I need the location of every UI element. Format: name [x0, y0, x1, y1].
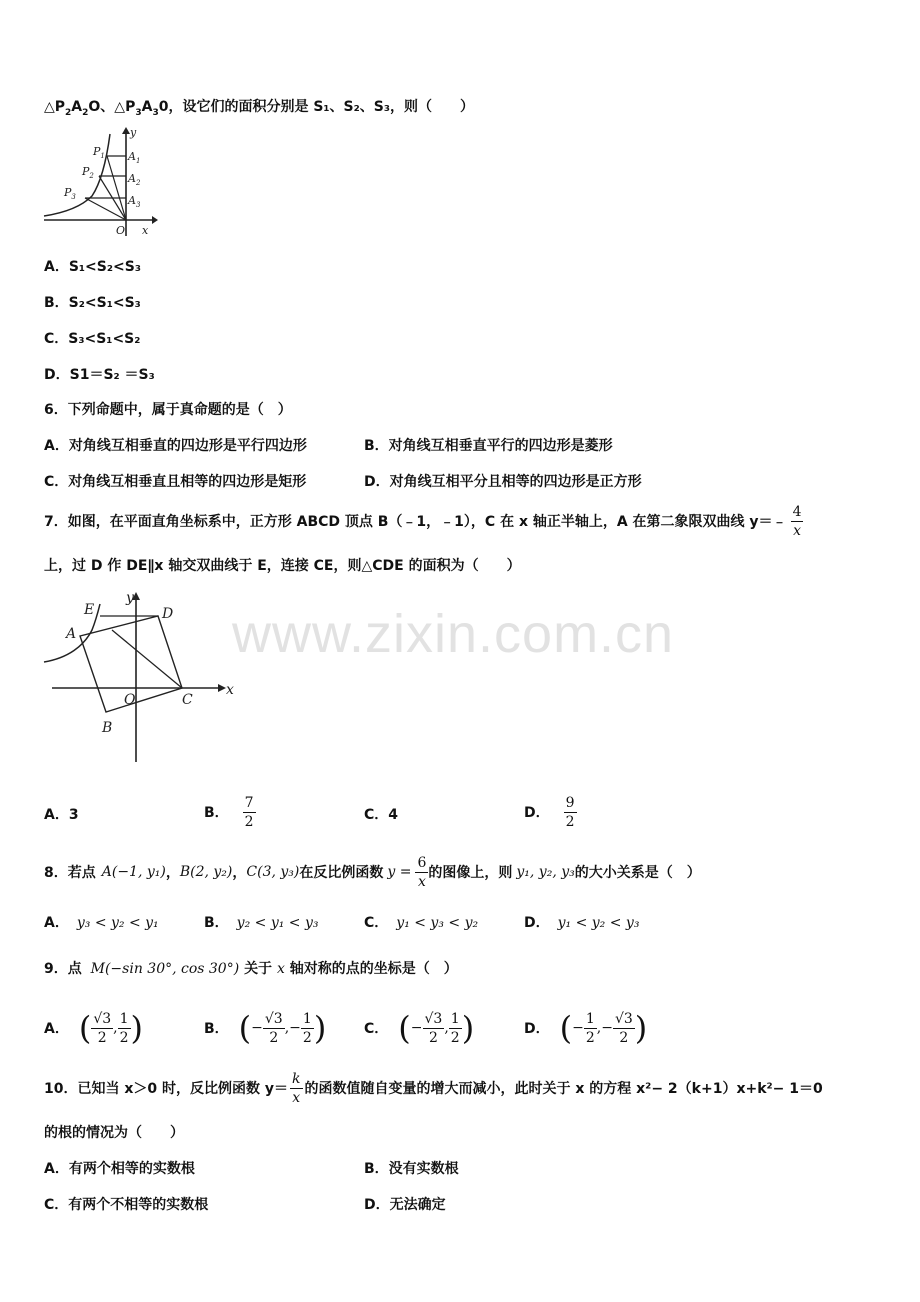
q8-fraction: $\frac{6}{x}$ [417, 854, 427, 890]
q10-fraction: $\frac{k}{x}$ [292, 1070, 301, 1106]
q7-stem1: 7．如图，在平面直角坐标系中，正方形 ABCD 顶点 B（﹣1，﹣1），C 在 x 轴正半轴上，A 在第二象限双曲线 y＝﹣ [44, 514, 787, 530]
q5-fig-p2: $P_2$ [82, 165, 94, 180]
q7-option-a[interactable]: A．3 [44, 807, 79, 823]
q7-option-b[interactable]: B． $\frac{7}{2}$ [204, 794, 254, 830]
q5-fig-p1: $P_1$ [93, 145, 105, 160]
q10-stem-line1: 10．已知当 x＞0 时，反比例函数 y＝ $\frac{k}{x}$ 的函数值随自变量的增大而减小，此时关于 x 的方程 x²− 2（k+1）x+k²− 1＝0 [44, 1070, 823, 1106]
watermark: www.zixin.com.cn [232, 604, 675, 664]
q8-ys: y₁, y₂, y₃ [516, 864, 575, 880]
fraction-b: $\frac{1}{2}$ [450, 1010, 460, 1046]
fraction-b: $\frac{1}{2}$ [302, 1010, 312, 1046]
fraction-a: $\frac{√3}{2}$ [264, 1010, 283, 1046]
q6-option-b[interactable]: B．对角线互相垂直平行的四边形是菱形 [364, 438, 613, 454]
q6-option-d[interactable]: D．对角线互相平分且相等的四边形是正方形 [364, 474, 642, 490]
q7-fig-a: A [66, 626, 77, 642]
q7-fig-o: O [124, 692, 136, 708]
q9-stem: 9．点 M(−sin 30°, cos 30°) 关于 x 轴对称的点的坐标是（ ） [44, 961, 458, 977]
q5-fig-a2: $A_2$ [128, 172, 141, 187]
right-paren: ) [634, 1009, 648, 1047]
q5-fig-y: y [130, 126, 137, 139]
q6-option-c[interactable]: C．对角线互相垂直且相等的四边形是矩形 [44, 474, 307, 490]
q8-point-a: A(−1, y₁) [101, 864, 166, 880]
q5-stem-text: ，设它们的面积分别是 S₁、S₂、S₃，则（ ） [168, 99, 474, 115]
q5-fig-o: O [116, 224, 126, 237]
q10-option-b[interactable]: B．没有实数根 [364, 1161, 459, 1177]
q7-fig-b: B [102, 720, 113, 736]
q6-stem: 6．下列命题中，属于真命题的是（ ） [44, 402, 292, 418]
q5-fig-x: x [142, 224, 149, 237]
q8-option-c[interactable]: C． y₁ < y₃ < y₂ [364, 915, 479, 931]
fraction-a: $\frac{√3}{2}$ [93, 1010, 112, 1046]
q9-point: M(−sin 30°, cos 30°) [90, 961, 240, 977]
left-paren: ( [78, 1009, 92, 1047]
comma: , [113, 1020, 118, 1036]
fraction-a: $\frac{1}{2}$ [585, 1010, 595, 1046]
q8-func: y = [387, 864, 412, 880]
left-paren: ( [238, 1009, 252, 1047]
q9-option-b[interactable]: B． ( − $\frac{√3}{2}$ , − $\frac{1}{2}$ ) [204, 1009, 327, 1047]
q5-figure [40, 124, 160, 240]
q7-fig-d: D [162, 606, 174, 622]
q7-fig-x: x [226, 682, 234, 698]
q7-fig-c: C [182, 692, 193, 708]
q5-stem [44, 96, 474, 118]
fraction-a: $\frac{√3}{2}$ [424, 1010, 443, 1046]
left-paren: ( [398, 1009, 411, 1047]
q8-option-b[interactable]: B． y₂ < y₁ < y₃ [204, 915, 319, 931]
right-paren: ) [130, 1009, 144, 1047]
q7-option-c[interactable]: C．4 [364, 807, 399, 823]
q7-stem-line1 [44, 498, 803, 544]
q7-stem2: 上，过 D 作 DE∥x 轴交双曲线于 E，连接 CE，则△CDE 的面积为（ ） [44, 558, 521, 574]
q7-option-d[interactable]: D． $\frac{9}{2}$ [524, 794, 575, 830]
right-paren: ) [313, 1009, 327, 1047]
q8-stem: 8．若点 A(−1, y₁) ， B(2, y₂) ， C(3, y₃) 在反比例函数 y = $\frac{6}{x}$ 的图像上，则 y₁, y₂, y₃ 的大小关系是（ ） [44, 854, 701, 890]
q7-fig-y: y [126, 590, 134, 606]
comma: , [596, 1020, 602, 1036]
q5-fig-p3: $P_3$ [64, 186, 76, 201]
q9-option-c[interactable]: C． ( − $\frac{√3}{2}$ , $\frac{1}{2}$ ) [364, 1009, 475, 1047]
q5-triangles: $\triangle P_2A_2O$、$\triangle P_3A_30$ [44, 99, 169, 118]
q9-option-a[interactable]: A． ( $\frac{√3}{2}$ , $\frac{1}{2}$ ) [44, 1009, 144, 1047]
q8-option-a[interactable]: A． y₃ < y₂ < y₁ [44, 915, 159, 931]
fraction-b: $\frac{1}{2}$ [119, 1010, 129, 1046]
right-paren: ) [461, 1009, 475, 1047]
q7-fig-e: E [84, 602, 95, 618]
q5-fig-a1: $A_1$ [128, 150, 141, 165]
q10-option-a[interactable]: A．有两个相等的实数根 [44, 1161, 195, 1177]
q8-option-d[interactable]: D． y₁ < y₂ < y₃ [524, 915, 640, 931]
q9-option-d[interactable]: D． ( − $\frac{1}{2}$ , − $\frac{√3}{2}$ ) [524, 1009, 648, 1047]
fraction-b: $\frac{√3}{2}$ [614, 1010, 633, 1046]
q10-stem2: 的根的情况为（ ） [44, 1125, 184, 1141]
q8-point-b: B(2, y₂) [179, 864, 233, 880]
comma: , [284, 1020, 290, 1036]
q5-option-b[interactable]: B．S₂<S₁<S₃ [44, 295, 141, 311]
comma: , [444, 1020, 449, 1036]
left-paren: ( [559, 1009, 573, 1047]
q5-option-a[interactable]: A．S₁<S₂<S₃ [44, 259, 141, 275]
q10-option-c[interactable]: C．有两个不相等的实数根 [44, 1197, 209, 1213]
q8-point-c: C(3, y₃) [246, 864, 300, 880]
q7-figure [40, 588, 250, 764]
q5-option-c[interactable]: C．S₃<S₁<S₂ [44, 331, 141, 347]
q7-fraction: $\frac{4}{x}$ [792, 503, 802, 539]
q5-fig-a3: $A_3$ [128, 194, 141, 209]
q10-option-d[interactable]: D．无法确定 [364, 1197, 446, 1213]
q5-option-d[interactable]: D．S1＝S₂ ＝S₃ [44, 367, 155, 383]
q6-option-a[interactable]: A．对角线互相垂直的四边形是平行四边形 [44, 438, 307, 454]
